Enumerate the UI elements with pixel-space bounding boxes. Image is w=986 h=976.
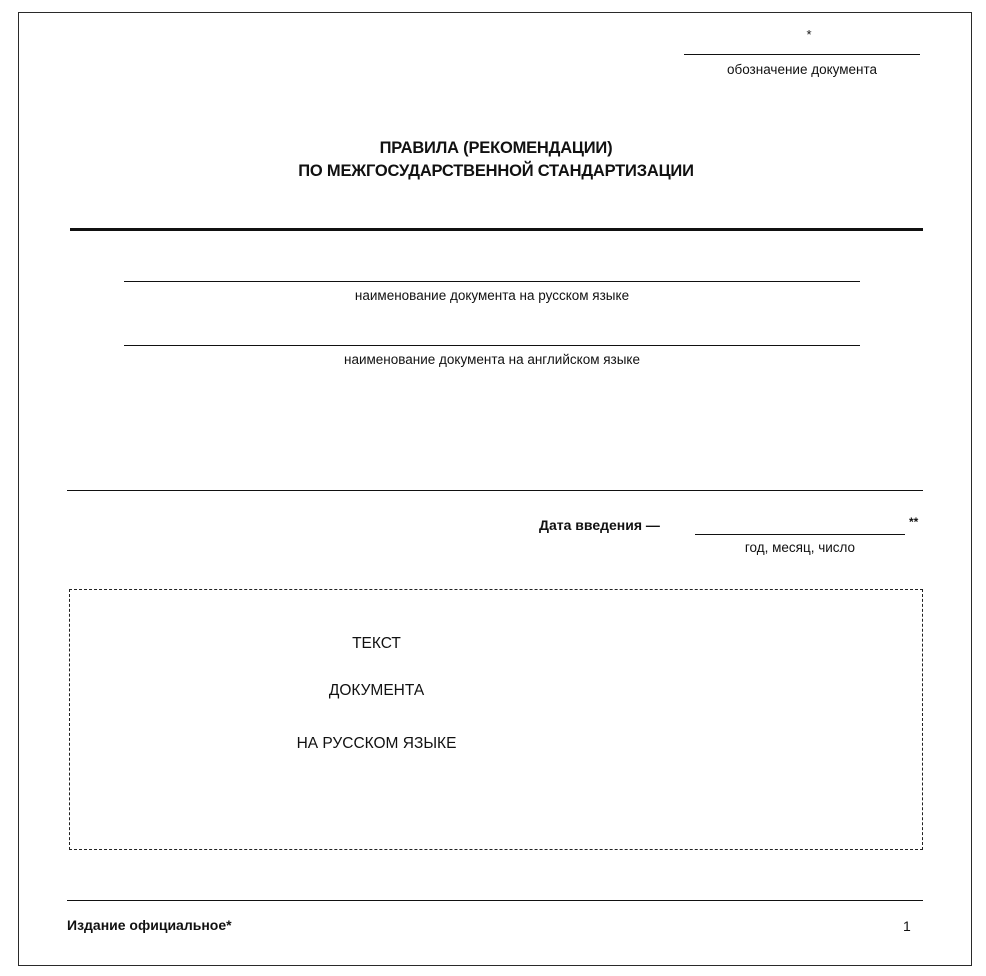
english-name-fill-line <box>124 345 860 346</box>
section-divider <box>67 490 923 491</box>
text-box-line-2: ДОКУМЕНТА <box>328 682 425 699</box>
english-name-caption: наименование документа на английском языке <box>344 352 640 367</box>
page-number: 1 <box>903 918 911 934</box>
document-page <box>18 12 972 966</box>
designation-fill-line <box>684 54 920 55</box>
introduction-date-asterisks: ** <box>909 515 919 529</box>
introduction-date-fill-line <box>695 534 905 535</box>
text-box-line-3: НА РУССКОМ ЯЗЫКЕ <box>296 735 457 752</box>
document-title-line-1: ПРАВИЛА (РЕКОМЕНДАЦИИ) <box>379 139 613 157</box>
official-edition-label: Издание официальное* <box>67 917 232 933</box>
title-divider <box>70 228 923 231</box>
russian-name-caption: наименование документа на русском языке <box>354 288 630 303</box>
designation-caption: обозначение документа <box>726 62 878 77</box>
text-box-line-1: ТЕКСТ <box>352 635 401 652</box>
introduction-date-caption: год, месяц, число <box>744 540 856 555</box>
designation-asterisk: * <box>806 27 812 42</box>
russian-name-fill-line <box>124 281 860 282</box>
document-title-line-2: ПО МЕЖГОСУДАРСТВЕННОЙ СТАНДАРТИЗАЦИИ <box>298 162 694 180</box>
introduction-date-label: Дата введения — <box>539 517 660 533</box>
footer-divider <box>67 900 923 901</box>
document-text-box <box>69 589 923 850</box>
